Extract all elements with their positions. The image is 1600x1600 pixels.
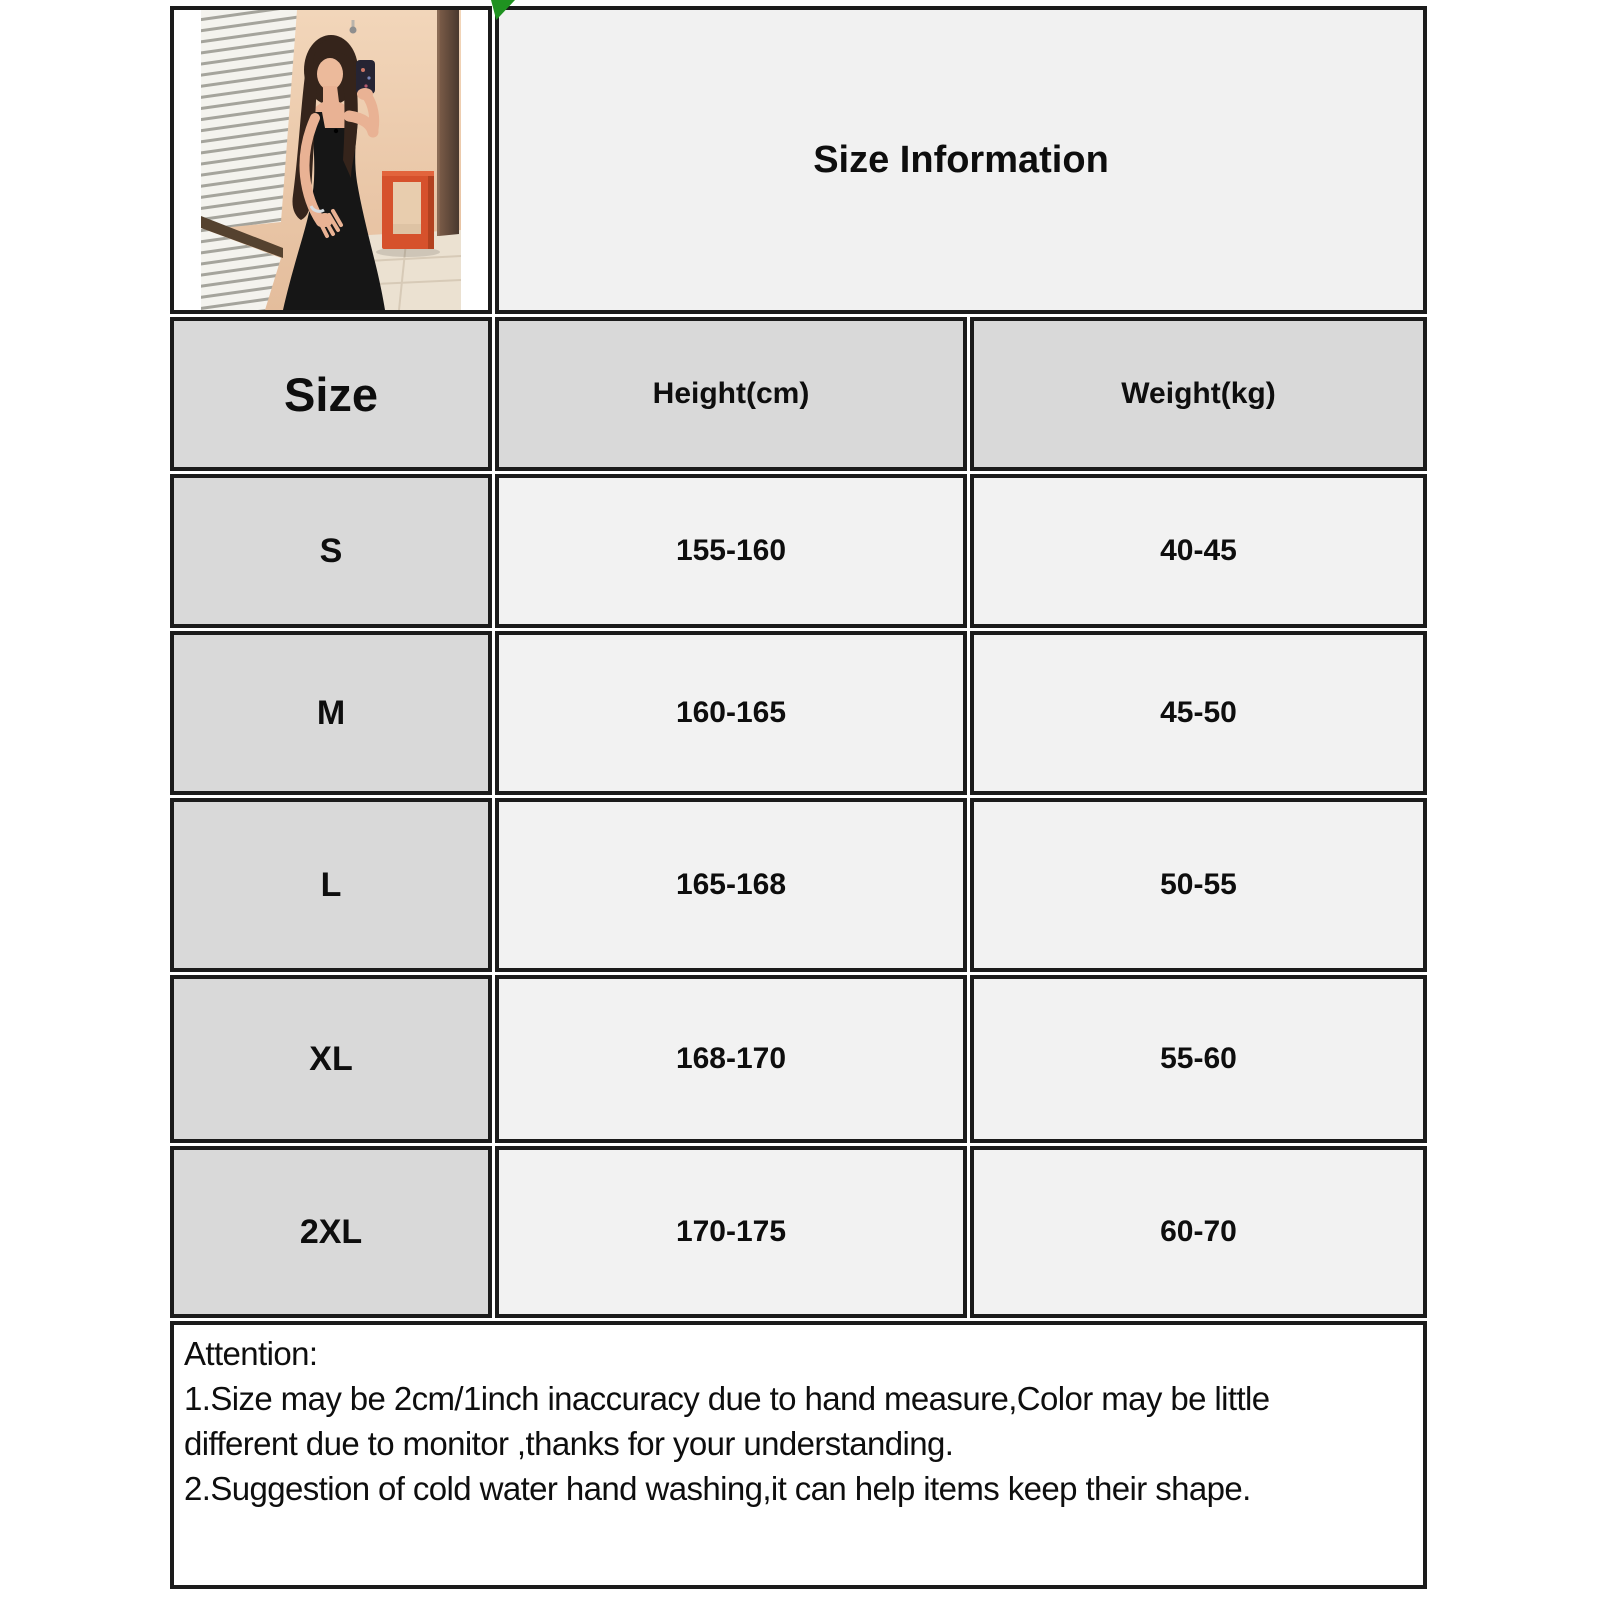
height-cell-2xl: 170-175 [495, 1146, 967, 1318]
red-stool [376, 171, 440, 257]
weight-cell-2xl: 60-70 [970, 1146, 1427, 1318]
size-cell-l: L [170, 798, 492, 972]
attention-line-3: 2.Suggestion of cold water hand washing,it can help items keep their shape. [184, 1470, 1251, 1507]
title-cell [495, 6, 1427, 314]
door-frame [437, 10, 459, 236]
corner-marker-icon [491, 0, 515, 20]
size-cell-s: S [170, 474, 492, 628]
height-cell-l: 165-168 [495, 798, 967, 972]
attention-line-1: 1.Size may be 2cm/1inch inaccuracy due to hand measure,Color may be little [184, 1380, 1270, 1417]
size-information-sheet [170, 6, 1427, 1589]
column-header-size: Size [170, 317, 492, 471]
size-cell-2xl: 2XL [170, 1146, 492, 1318]
size-cell-xl: XL [170, 975, 492, 1143]
weight-cell-l: 50-55 [970, 798, 1427, 972]
attention-line-2: different due to monitor ,thanks for your understanding. [184, 1425, 954, 1462]
height-cell-xl: 168-170 [495, 975, 967, 1143]
column-header-height: Height(cm) [495, 317, 967, 471]
attention-note [170, 1321, 1427, 1589]
weight-cell-xl: 55-60 [970, 975, 1427, 1143]
product-photo-cell [170, 6, 492, 314]
page-title: Size Information [813, 138, 1109, 181]
column-header-weight: Weight(kg) [970, 317, 1427, 471]
weight-cell-m: 45-50 [970, 631, 1427, 795]
size-cell-m: M [170, 631, 492, 795]
attention-heading: Attention: [184, 1335, 318, 1372]
weight-cell-s: 40-45 [970, 474, 1427, 628]
height-cell-m: 160-165 [495, 631, 967, 795]
product-photo [201, 10, 461, 310]
height-cell-s: 155-160 [495, 474, 967, 628]
